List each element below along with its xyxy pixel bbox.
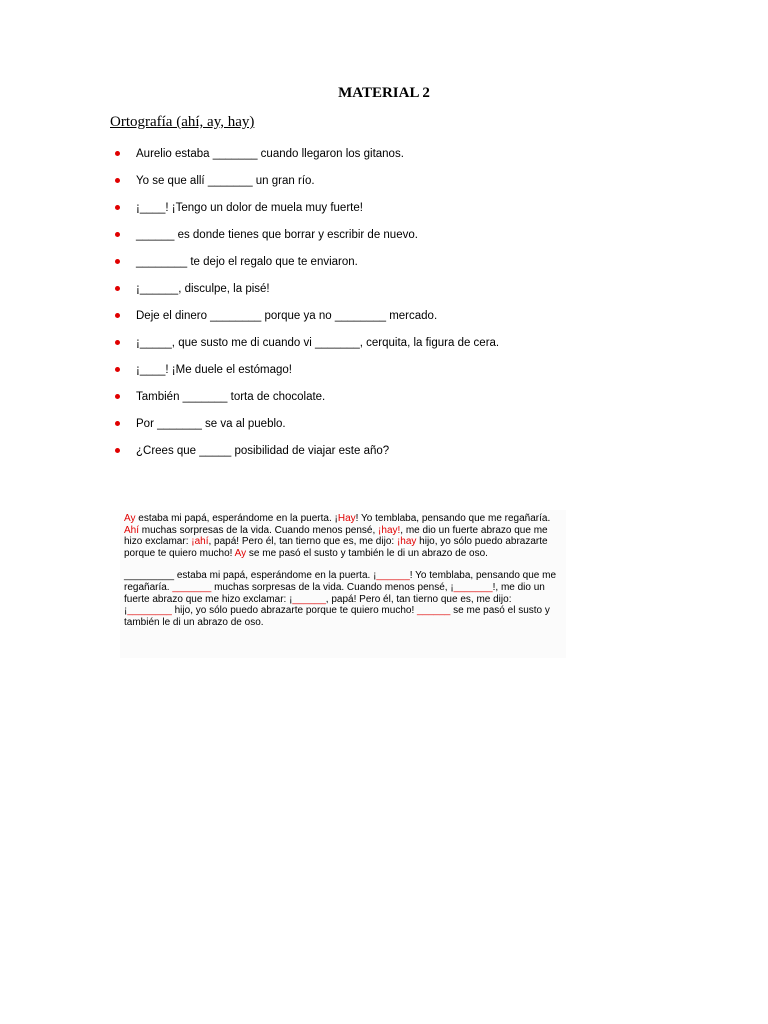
paragraph-text: hijo, yo sólo puedo abrazarte porque te quiero mucho!	[124, 536, 548, 559]
exercise-text: Yo se que allí _______ un gran río.	[136, 175, 315, 187]
answer-paragraph	[124, 513, 562, 559]
answer-word: ¡hay	[396, 536, 417, 548]
story-image-panel	[120, 510, 566, 658]
section-subtitle: Ortografía (ahí, ay, hay)	[110, 114, 255, 130]
list-item	[115, 362, 499, 389]
list-item	[115, 173, 499, 200]
answer-word: Ay	[234, 547, 247, 559]
paragraph-text: , papá! Pero él, tan tierno que es, me dijo:	[208, 536, 397, 548]
answer-word: Hay	[337, 513, 356, 524]
paragraph-text: estaba mi papá, esperándome en la puerta. ¡	[174, 570, 377, 582]
blank-paragraph	[124, 570, 562, 628]
exercise-text: ¡____! ¡Tengo un dolor de muela muy fuerte!	[136, 202, 363, 214]
blank-line: _________	[124, 570, 175, 582]
list-item	[115, 254, 499, 281]
paragraph-text: , papá! Pero él, tan tierno que es, me dijo: ¡	[124, 593, 512, 617]
answer-word: Ay	[124, 513, 136, 524]
exercise-text: ______ es donde tienes que borrar y escribir de nuevo.	[136, 229, 418, 241]
list-item	[115, 308, 499, 335]
paragraph-text: muchas sorpresas de la vida. Cuando menos pensé, ¡	[211, 581, 454, 593]
list-item	[115, 416, 499, 443]
paragraph-text: se me pasó el susto y también le di un abrazo de oso.	[124, 605, 550, 628]
paragraph-text: ! Yo temblaba, pensando que me regañaría.	[355, 513, 551, 524]
bullet-icon	[115, 367, 120, 372]
list-item	[115, 335, 499, 362]
list-item	[115, 443, 499, 470]
blank-line: ______	[376, 570, 410, 582]
paragraph-text: ! Yo temblaba, pensando que me regañaría.	[124, 570, 557, 593]
paragraph-text: hijo, yo sólo puedo abrazarte porque te quiero mucho!	[171, 605, 417, 617]
paragraph-text: !, me dio un fuerte abrazo que me hizo exclamar: ¡	[124, 581, 545, 605]
bullet-icon	[115, 313, 120, 318]
paragraph-text: muchas sorpresas de la vida. Cuando menos pensé,	[139, 524, 379, 536]
blank-line: ______	[417, 605, 451, 617]
exercise-text: ________ te dejo el regalo que te enviaron.	[136, 256, 358, 268]
exercise-text: Aurelio estaba _______ cuando llegaron los gitanos.	[136, 148, 404, 160]
exercise-text: Deje el dinero ________ porque ya no ________ mercado.	[136, 310, 438, 322]
answer-word: ¡hay!	[378, 524, 401, 536]
paragraph-text: , me dio un fuerte abrazo que me hizo exclamar:	[124, 524, 548, 548]
exercise-text: ¿Crees que _____ posibilidad de viajar este año?	[136, 445, 390, 457]
blank-line: ______	[292, 593, 326, 605]
answer-word: Ahí	[124, 524, 140, 536]
exercise-text: ¡____! ¡Me duele el estómago!	[136, 364, 292, 376]
bullet-icon	[115, 151, 120, 156]
bullet-icon	[115, 448, 120, 453]
exercise-list	[115, 146, 499, 470]
bullet-icon	[115, 232, 120, 237]
exercise-text: ¡______, disculpe, la pisé!	[136, 283, 270, 295]
bullet-icon	[115, 286, 120, 291]
list-item	[115, 281, 499, 308]
bullet-icon	[115, 259, 120, 264]
blank-line: ________	[127, 605, 172, 617]
blank-line: _______	[172, 581, 212, 593]
list-item	[115, 200, 499, 227]
bullet-icon	[115, 205, 120, 210]
paragraph-text: se me pasó el susto y también le di un abrazo de oso.	[246, 547, 488, 559]
bullet-icon	[115, 421, 120, 426]
bullet-icon	[115, 394, 120, 399]
answer-word: ¡ahí	[191, 536, 209, 548]
exercise-text: También _______ torta de chocolate.	[136, 391, 326, 403]
blank-line: _______	[453, 581, 493, 593]
paragraph-text: estaba mi papá, esperándome en la puerta. ¡	[135, 513, 338, 524]
list-item	[115, 146, 499, 173]
list-item	[115, 227, 499, 254]
page-title: MATERIAL 2	[338, 85, 430, 101]
list-item	[115, 389, 499, 416]
exercise-text: ¡_____, que susto me di cuando vi _______, cerquita, la figura de cera.	[136, 337, 500, 349]
bullet-icon	[115, 340, 120, 345]
exercise-text: Por _______ se va al pueblo.	[136, 418, 286, 430]
bullet-icon	[115, 178, 120, 183]
